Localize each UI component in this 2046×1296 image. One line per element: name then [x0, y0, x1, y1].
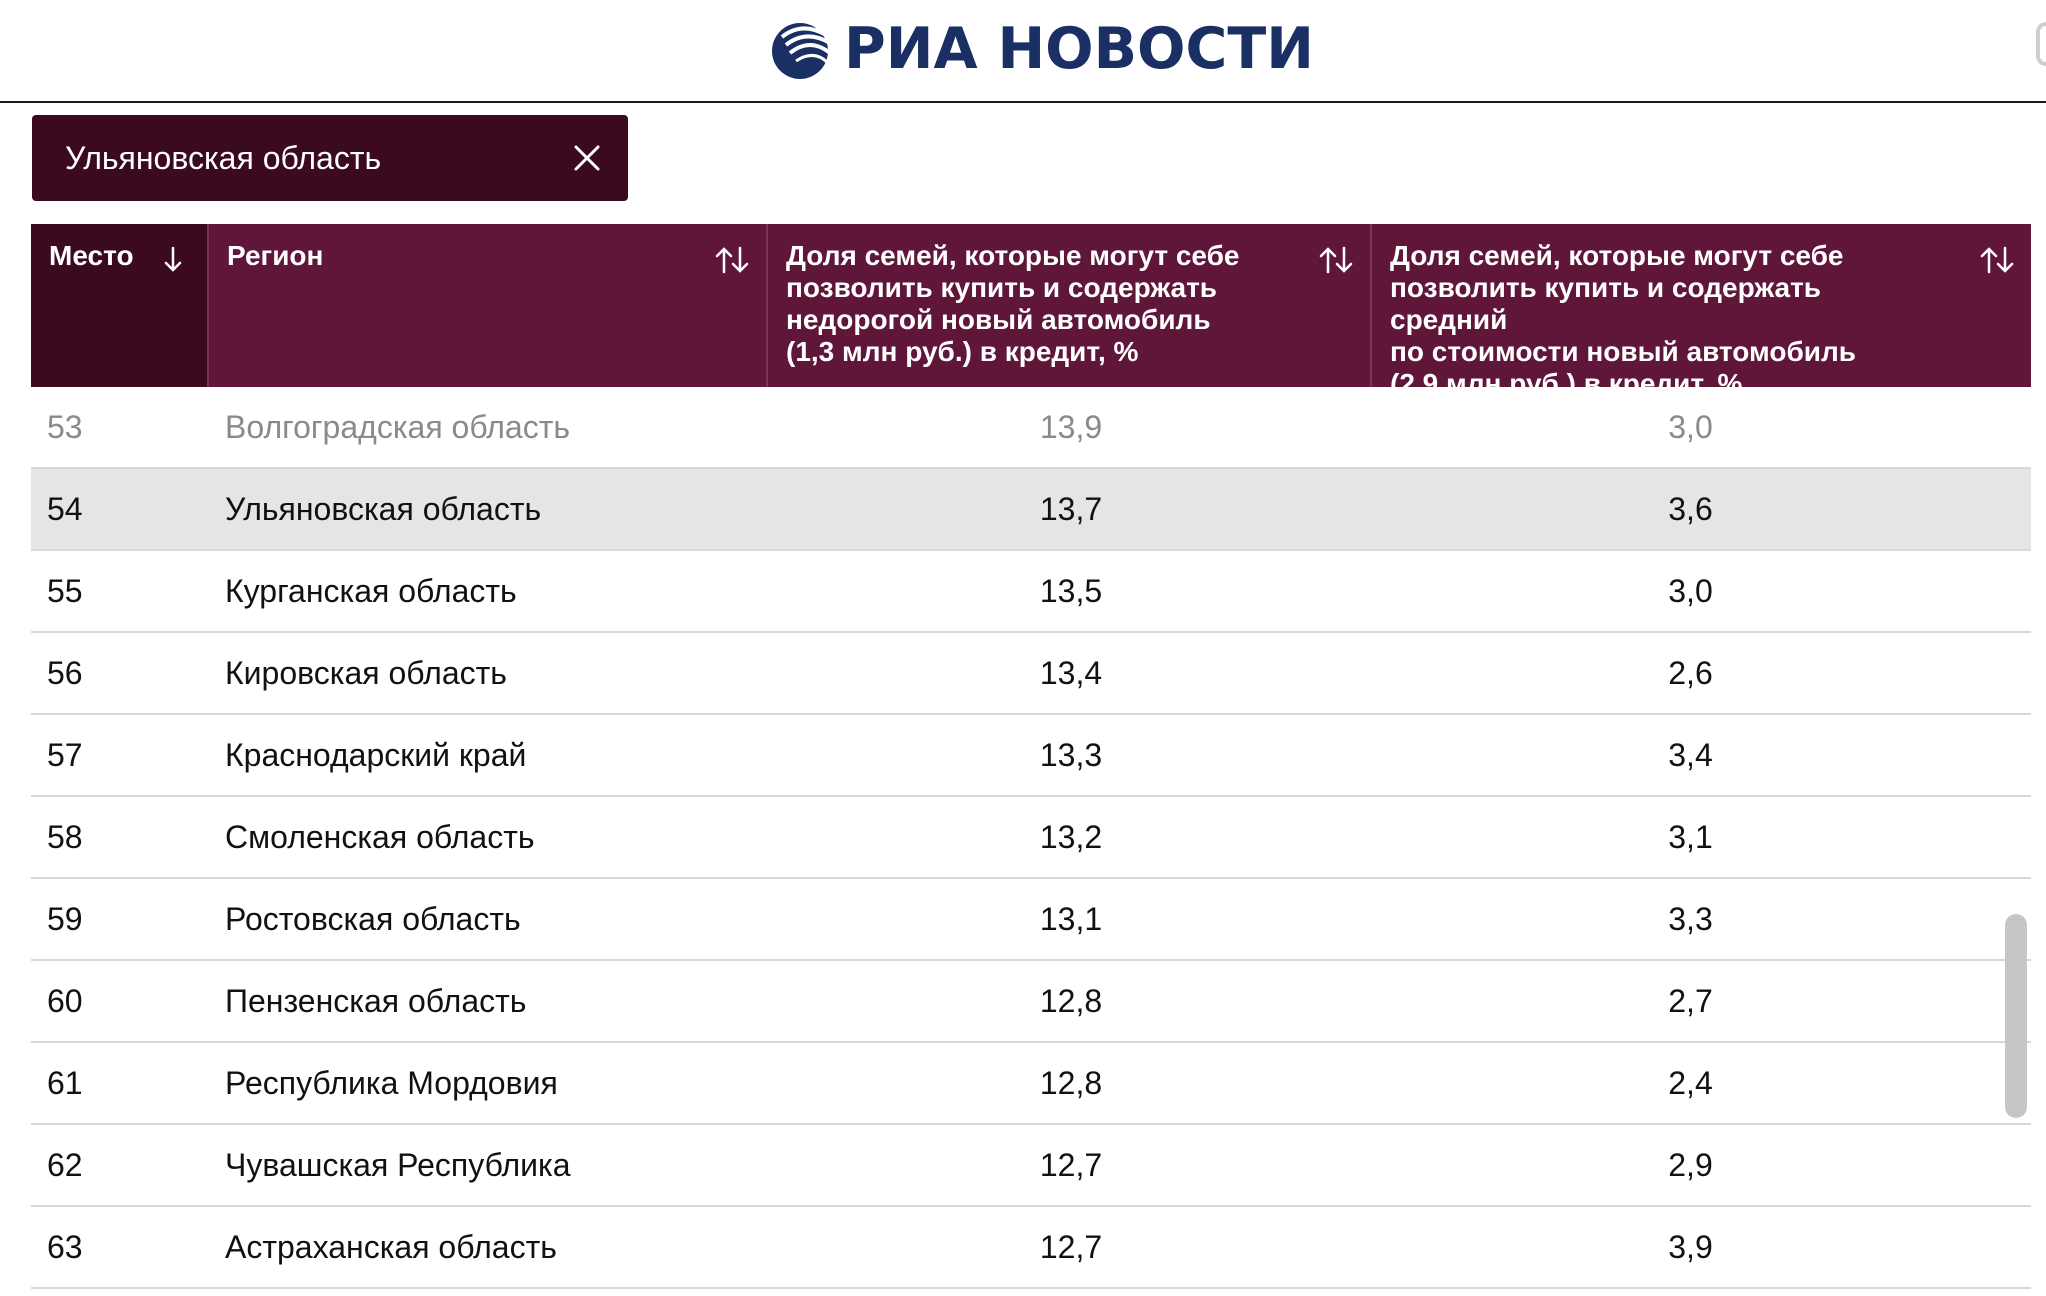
region-cell: Республика Мордовия: [225, 1064, 558, 1101]
column-header-label: Доля семей, которые могут себе позволить купить и содержать недорогой новый автомобиль (1,3 млн руб.) в кредит, %: [786, 240, 1240, 367]
ranking-table: [31, 224, 2031, 1289]
table-row-selected[interactable]: [31, 469, 2031, 551]
rank-cell: 55: [47, 572, 83, 609]
edge-control[interactable]: [2036, 22, 2046, 66]
column-header-label: Регион: [227, 240, 324, 271]
rank-cell: 56: [47, 654, 83, 691]
region-filter-chip[interactable]: [32, 115, 628, 201]
mid-car-cell: 3,0: [1668, 408, 1713, 445]
region-cell: Курганская область: [225, 572, 517, 609]
sort-updown-icon[interactable]: [1318, 244, 1354, 276]
column-header-label: Место: [49, 240, 134, 271]
cheap-car-cell: 13,9: [1039, 408, 1103, 445]
table-row[interactable]: [31, 387, 2031, 469]
cheap-car-cell: 13,7: [1039, 490, 1103, 527]
rank-cell: 60: [47, 982, 83, 1019]
region-cell: Астраханская область: [225, 1228, 557, 1265]
mid-car-cell: 3,1: [1668, 818, 1713, 855]
table-row[interactable]: [31, 1043, 2031, 1125]
rank-cell: 61: [47, 1064, 83, 1101]
mid-car-cell: 2,4: [1668, 1064, 1713, 1101]
rank-cell: 62: [47, 1146, 83, 1183]
sort-updown-icon[interactable]: [714, 244, 750, 276]
cheap-car-cell: 13,4: [1039, 654, 1103, 691]
column-header-mid-car-share[interactable]: [1370, 224, 2031, 399]
ria-globe-icon: [768, 17, 832, 81]
rank-cell: 58: [47, 818, 83, 855]
scrollbar-thumb[interactable]: [2005, 914, 2027, 1118]
mid-car-cell: 2,7: [1668, 982, 1713, 1019]
table-row[interactable]: [31, 715, 2031, 797]
column-header-region[interactable]: [207, 224, 766, 387]
rank-cell: 54: [47, 490, 83, 527]
cheap-car-cell: 12,8: [1039, 982, 1103, 1019]
table-row[interactable]: [31, 797, 2031, 879]
column-header-cheap-car-share[interactable]: [766, 224, 1370, 387]
close-icon[interactable]: [568, 139, 606, 177]
table-row[interactable]: [31, 1207, 2031, 1289]
region-cell: Ростовская область: [225, 900, 521, 937]
cheap-car-cell: 13,1: [1039, 900, 1103, 937]
sort-updown-icon[interactable]: [1979, 244, 2015, 276]
cheap-car-cell: 13,3: [1039, 736, 1103, 773]
filter-label: Ульяновская область: [65, 139, 382, 176]
table-row[interactable]: [31, 961, 2031, 1043]
region-cell: Кировская область: [225, 654, 507, 691]
table-header: [31, 224, 2031, 399]
region-cell: Ульяновская область: [225, 490, 542, 527]
cheap-car-cell: 13,5: [1039, 572, 1103, 609]
table-row[interactable]: [31, 879, 2031, 961]
region-cell: Краснодарский край: [225, 736, 527, 773]
sort-down-arrow-icon[interactable]: [161, 244, 185, 276]
site-header: [0, 0, 2046, 103]
mid-car-cell: 3,0: [1668, 572, 1713, 609]
table-row[interactable]: [31, 1125, 2031, 1207]
cheap-car-cell: 13,2: [1039, 818, 1103, 855]
mid-car-cell: 3,3: [1668, 900, 1713, 937]
region-cell: Смоленская область: [225, 818, 535, 855]
logo-text: РИА НОВОСТИ: [844, 16, 1314, 82]
rank-cell: 57: [47, 736, 83, 773]
table-row[interactable]: [31, 633, 2031, 715]
region-cell: Чувашская Республика: [225, 1146, 571, 1183]
column-header-label: Доля семей, которые могут себе позволить купить и содержать средний по стоимости новый автомобиль (2,9 млн руб.) в кредит, %: [1390, 240, 1856, 399]
region-cell: Волгоградская область: [225, 408, 571, 445]
region-cell: Пензенская область: [225, 982, 527, 1019]
mid-car-cell: 2,6: [1668, 654, 1713, 691]
mid-car-cell: 2,9: [1668, 1146, 1713, 1183]
cheap-car-cell: 12,7: [1039, 1146, 1103, 1183]
table-row[interactable]: [31, 551, 2031, 633]
ria-logo[interactable]: [768, 16, 1314, 82]
column-header-rank[interactable]: [31, 224, 207, 387]
cheap-car-cell: 12,8: [1039, 1064, 1103, 1101]
cheap-car-cell: 12,7: [1039, 1228, 1103, 1265]
mid-car-cell: 3,4: [1668, 736, 1713, 773]
rank-cell: 53: [47, 408, 83, 445]
rank-cell: 63: [47, 1228, 83, 1265]
mid-car-cell: 3,6: [1668, 490, 1713, 527]
mid-car-cell: 3,9: [1668, 1228, 1713, 1265]
rank-cell: 59: [47, 900, 83, 937]
